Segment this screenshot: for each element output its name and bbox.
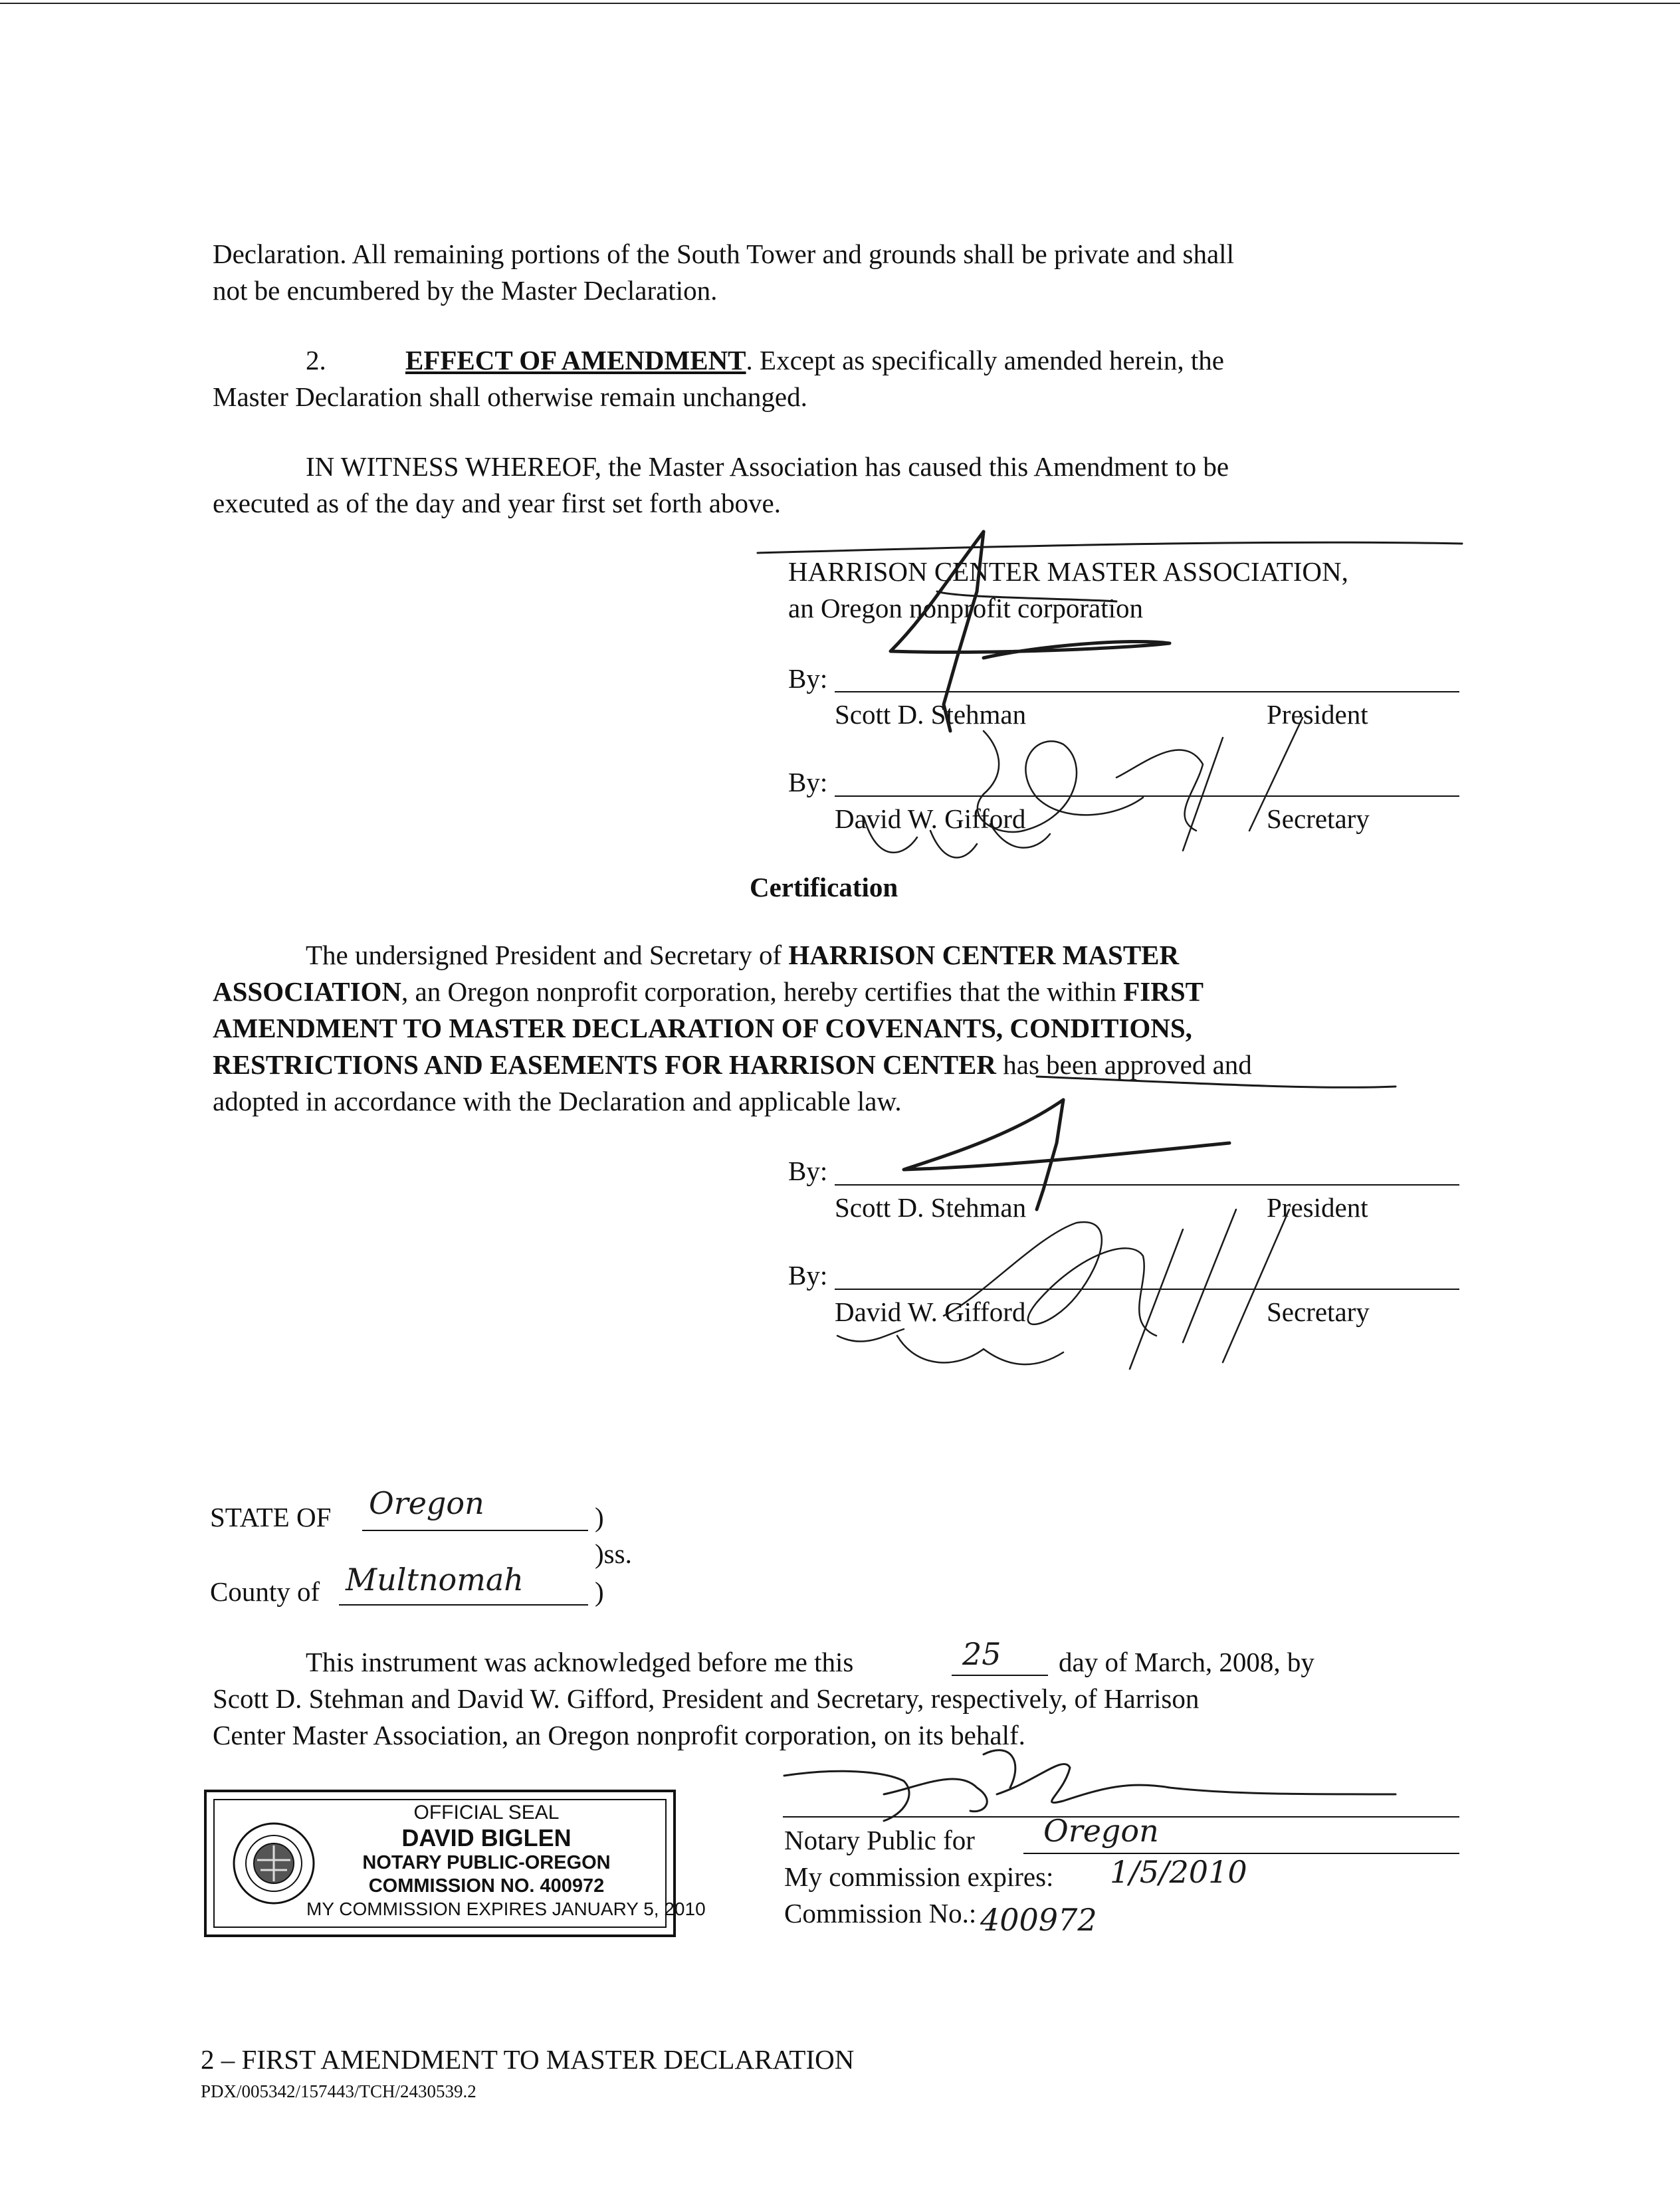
- acknowledgment-line-1a: This instrument was acknowledged before me this: [306, 1647, 854, 1677]
- by-label: By:: [788, 1156, 828, 1186]
- notary-for-label: Notary Public for: [784, 1825, 975, 1855]
- signer-title: President: [1267, 699, 1368, 730]
- signer-name: David W. Gifford: [835, 1297, 1026, 1327]
- org-name: HARRISON CENTER MASTER ASSOCIATION,: [788, 556, 1348, 587]
- certification-bold-text: ASSOCIATION: [213, 976, 402, 1007]
- witness-line-2: executed as of the day and year first set forth above.: [213, 488, 781, 518]
- acknowledgment-line-1b: day of March, 2008, by: [1059, 1647, 1314, 1677]
- certification-text: , an Oregon nonprofit corporation, hereby certifies that the within: [401, 976, 1124, 1007]
- day-handwritten: 25: [962, 1636, 1001, 1672]
- signer-name: Scott D. Stehman: [835, 1192, 1027, 1223]
- seal-notary-name: DAVID BIGLEN: [401, 1824, 572, 1851]
- notary-for-handwritten: Oregon: [1043, 1813, 1159, 1849]
- section-heading: EFFECT OF AMENDMENT: [405, 345, 746, 375]
- paragraph-1-line-1: Declaration. All remaining portions of the South Tower and grounds shall be private and shall: [213, 239, 1234, 269]
- certification-line-5: adopted in accordance with the Declaration and applicable law.: [213, 1086, 902, 1116]
- ss-mark: )ss.: [595, 1538, 632, 1569]
- witness-line-1: IN WITNESS WHEREOF, the Master Association has caused this Amendment to be: [306, 451, 1229, 482]
- acknowledgment-line-3: Center Master Association, an Oregon nonprofit corporation, on its behalf.: [213, 1720, 1025, 1750]
- county-label: County of: [210, 1576, 320, 1607]
- signer-title: President: [1267, 1192, 1368, 1223]
- footer-title: 2 – FIRST AMENDMENT TO MASTER DECLARATION: [201, 2044, 855, 2075]
- seal-notary-title: NOTARY PUBLIC-OREGON: [362, 1852, 611, 1873]
- signer-title: Secretary: [1267, 803, 1370, 834]
- signer-name: Scott D. Stehman: [835, 699, 1027, 730]
- commission-label: Commission No.:: [784, 1898, 977, 1928]
- commission-handwritten: 400972: [980, 1902, 1097, 1938]
- org-type: an Oregon nonprofit corporation: [788, 593, 1143, 623]
- certification-text: has been approved and: [996, 1049, 1252, 1080]
- by-label: By:: [788, 1260, 828, 1291]
- certification-heading: Certification: [750, 872, 898, 902]
- certification-bold-text: FIRST: [1123, 976, 1204, 1007]
- certification-line-3: AMENDMENT TO MASTER DECLARATION OF COVENANTS, CONDITIONS,: [213, 1013, 1192, 1043]
- expires-label: My commission expires:: [784, 1861, 1054, 1892]
- county-handwritten: Multnomah: [346, 1562, 524, 1598]
- state-handwritten: Oregon: [369, 1485, 484, 1521]
- expires-handwritten: 1/5/2010: [1110, 1854, 1247, 1890]
- section-2-text: . Except as specifically amended herein, the: [746, 345, 1224, 375]
- seal-heading: OFFICIAL SEAL: [413, 1802, 560, 1824]
- state-label: STATE OF: [210, 1502, 332, 1532]
- seal-expiration: MY COMMISSION EXPIRES JANUARY 5, 2010: [306, 1899, 706, 1919]
- certification-text: The undersigned President and Secretary of: [306, 940, 789, 970]
- signer-title: Secretary: [1267, 1297, 1370, 1327]
- certification-bold-text: HARRISON CENTER MASTER: [788, 940, 1180, 970]
- section-number: 2.: [306, 345, 326, 375]
- by-label: By:: [788, 767, 828, 797]
- signer-name: David W. Gifford: [835, 803, 1026, 834]
- state-paren: ): [595, 1502, 604, 1532]
- acknowledgment-line-2: Scott D. Stehman and David W. Gifford, President and Secretary, respectively, of Harrison: [213, 1683, 1200, 1714]
- certification-bold-text: RESTRICTIONS AND EASEMENTS FOR HARRISON CENTER: [213, 1049, 996, 1080]
- by-label: By:: [788, 663, 828, 694]
- footer-doc-id: PDX/005342/157443/TCH/2430539.2: [201, 2081, 476, 2101]
- paragraph-1-line-2: not be encumbered by the Master Declaration.: [213, 275, 718, 306]
- seal-commission-number: COMMISSION NO. 400972: [368, 1875, 605, 1897]
- county-paren: ): [595, 1576, 604, 1607]
- section-2-line-2: Master Declaration shall otherwise remain unchanged.: [213, 381, 807, 412]
